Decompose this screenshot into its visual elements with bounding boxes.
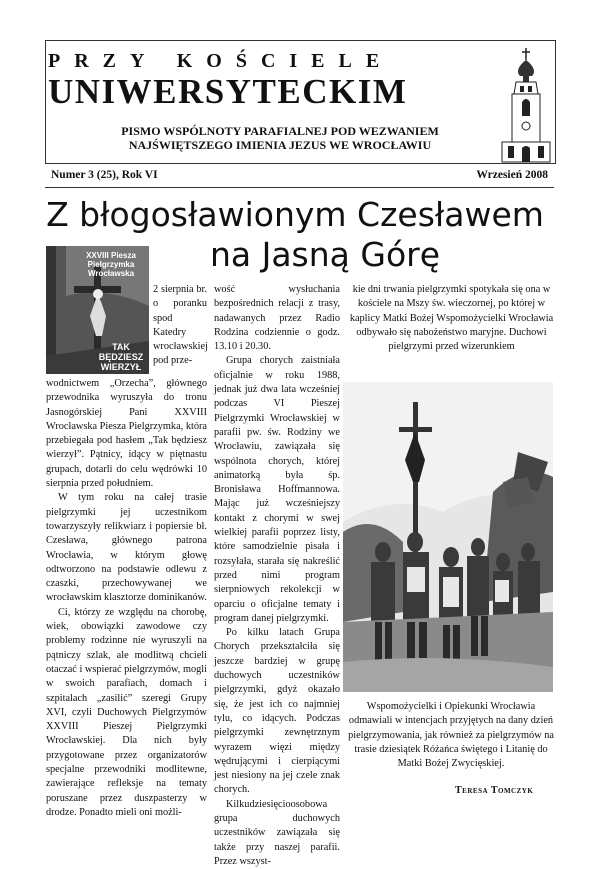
paragraph: wość wysłuchania bezpośrednich relacji z trasy, nadawanych przez Radio Rodzina codziennie o godz. 13.10 i 20.30.	[214, 284, 340, 353]
article-column-1	[46, 377, 207, 820]
paragraph: Grupa chorych zaistniała oficjalnie w roku 1988, jednak już dwa lata wcześniej podczas VI Pieszej Pielgrzymki Wrocławskiej w parafii pw. św. Rodziny we Wrocławiu, zawiązała się wspólnota chorych, której animatorką była śp. Bronisława Hoffmannowa. Mając już wcześniejszy kontakt z chorymi w swej wielkiej parafii poprzez listy, które samodzielnie pisała i rozsyłała, starała się nakreślić przed nimi program sierpniowych rekolekcji w oparciu o oficjalne tematy i program danej pielgrzymki.	[214, 355, 340, 624]
paragraph: Ci, którzy ze względu na chorobę, wiek, obowiązki zawodowe czy problemy rodzinne nie wyruszyli na pątniczy szlak, ale modlitwą chcieli otaczać i wspierać pielgrzymów, mogli w swoich parafiach, domach i szpitalach „zasilić” szeregi Grupy XVI, czyli Duchowych Pielgrzymów XXVIII Pieszej Pielgrzymki Wrocławskiej. Dla nich były przygotowane przez organizatorów specjalne przewodniki modlitewne, zawierające refleksje na tematy poruszane przez duszpasterzy w drodze. Ponadto mieli oni możli-	[46, 606, 207, 818]
paragraph: Wspomożycielki i Opiekunki Wrocławia odmawiali w intencjach przyjętych na dany dzień pielgrzymowania, jak również za pielgrzymów na trasie dziesiątek Różańca świętego i Litanię do Matki Bożej Zwycięskiej.	[348, 701, 554, 770]
issue-info-bar	[45, 166, 554, 188]
masthead-subtitle-line-2: NAJŚWIĘTSZEGO IMIENIA JEZUS WE WROCŁAWIU	[128, 138, 432, 152]
church-tower-logo	[498, 46, 554, 164]
masthead-top-line: PRZY KOŚCIELE	[48, 50, 394, 72]
intro-paragraph: 2 sierpnia br. o poranku spod Katedry wrocławskiej pod prze-	[153, 284, 208, 367]
paragraph: kie dni trwania pielgrzymki spotykała się ona w kościele na Mszy św. wieczornej, po której w kaplicy Matki Bożej Wspomożycielki Wrocławia odbywało się nabożeństwo maryjne. Duchowi pielgrzymi przed wizerunkiem	[349, 284, 554, 353]
pilgrimage-poster-image	[46, 246, 149, 374]
issue-number: Numer 3 (25), Rok VI	[51, 169, 158, 181]
article-column-3-bottom	[345, 700, 557, 771]
headline-line-1: Z błogosławionym Czesławem	[46, 195, 544, 234]
paragraph: W tym roku na całej trasie pielgrzymki jej uczestnikom towarzyszyły relikwiarz i popiersie bł. Czesława, głównego patrona Wrocławia, w którym głowę odtworzono na podstawie odlewu z czaszki, przechowywanej we wrocławskim klasztorze dominikanów.	[46, 492, 207, 604]
paragraph: Po kilku latach Grupa Chorych przekształciła się jeszcze bardziej w grupę duchowych uczestników pielgrzymki, gdyż okazało się, że jest ich co najmniej tylu, co idących. Podczas pielgrzymki zewnętrznym wyrazem więzi między wędrującymi i cierpiącymi jest niesiony na jej czele znak chorych.	[214, 627, 340, 796]
masthead-subtitle	[70, 124, 490, 152]
headline-line-2: na Jasną Górę	[209, 235, 441, 274]
poster-title: XXVIII Piesza Pielgrzymka Wrocławska	[86, 251, 136, 278]
poster-slogan: TAK BĘDZIESZ WIERZYŁ	[98, 342, 144, 372]
masthead-title: UNIWERSYTECKIM	[48, 72, 408, 111]
paragraph: Kilkudziesięcioosobowa grupa duchowych uczestników zawiązała się także przy naszej parafii. Przez wszyst-	[214, 798, 340, 867]
masthead-subtitle-line-1: PISMO WSPÓLNOTY PARAFIALNEJ POD WEZWANIEM	[121, 124, 439, 138]
article-column-1-intro	[153, 283, 207, 369]
paragraph: wodnictwem „Orzecha”, głównego przewodnika wyruszyła do tronu Jasnogórskiej Pani XXVIII Wrocławska Piesza Pielgrzymka, która przebiegała pod hasłem „Tak będziesz wierzył”. Pątnicy, idący w piętnastu grupach, dotarli do celu wędrówki 10 sierpnia przed południem.	[46, 378, 207, 490]
issue-date: Wrzesień 2008	[476, 169, 548, 181]
article-column-3-top	[349, 283, 554, 354]
author-signature: Teresa Tomczyk	[455, 785, 534, 796]
pilgrims-photo	[343, 382, 553, 692]
article-column-2	[214, 283, 340, 869]
